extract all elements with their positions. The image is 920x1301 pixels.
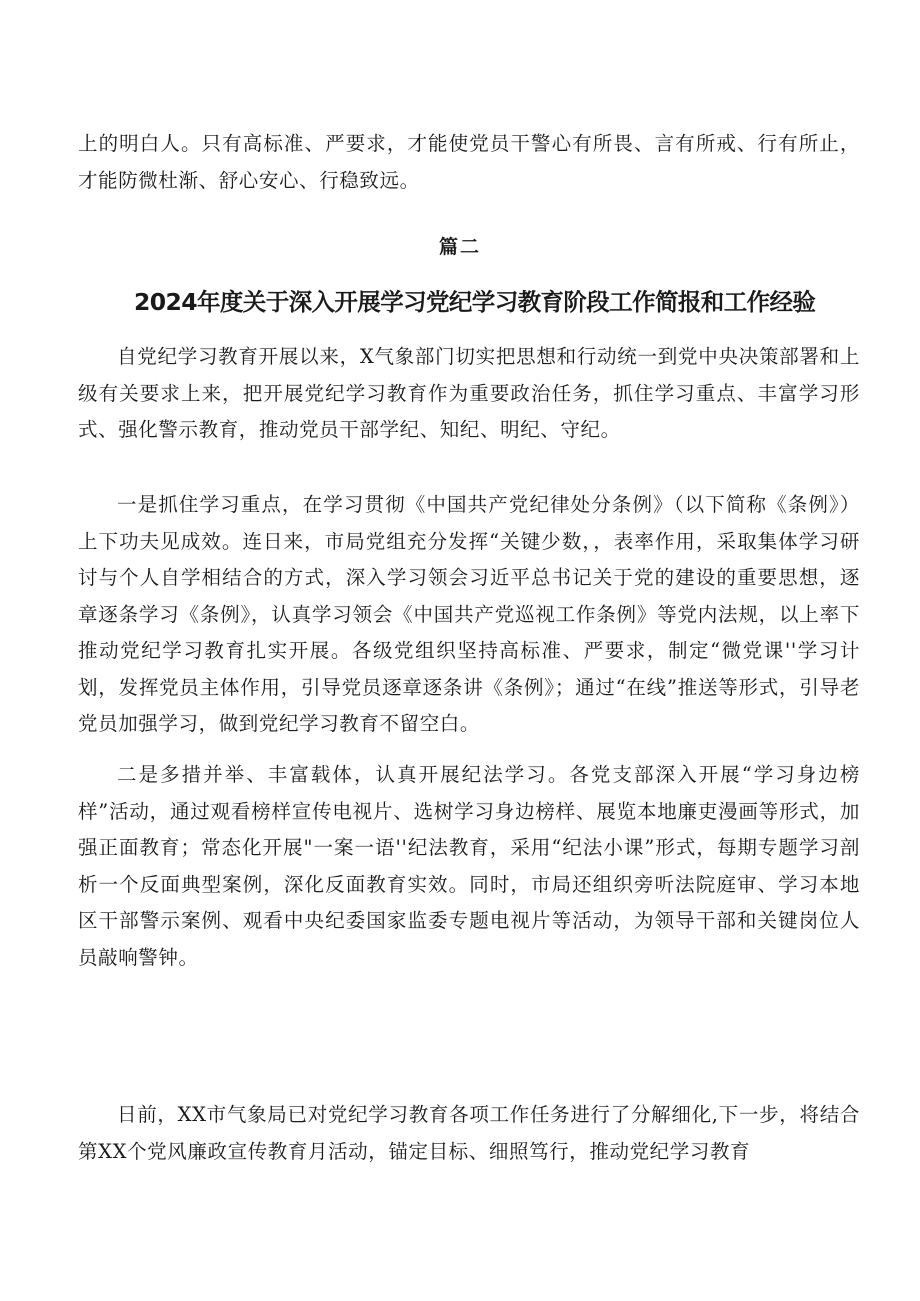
next-steps-paragraph: 日前，XX市气象局已对党纪学习教育各项工作任务进行了分解细化,下一步，将结合第XX个党风廉政宣传教育月活动，锚定目标、细照笃行，推动党纪学习教育 [78,1103,860,1163]
multiple-measures-paragraph: 二是多措并举、丰富载体，认真开展纪法学习。各党支部深入开展“学习身边榜样”活动，通过观看榜样宣传电视片、选树学习身边榜样、展览本地廉吏漫画等形式，加强正面教育；常态化开展"一案一语''纪法教育，采用“纪法小课”形式，每期专题学习剖析一个反面典型案例，深化反面教育实效。同时，市局还组织旁听法院庭审、学习本地区干部警示案例、观看中央纪委国家监委专题电视片等活动，为领导干部和关键岗位人员敲响警钟。 [78,763,860,969]
study-focus-paragraph: 一是抓住学习重点，在学习贯彻《中国共产党纪律处分条例》（以下简称《条例》）上下功夫见成效。连日来，市局党组充分发挥“关键少数，，表率作用，采取集体学习研讨与个人自学相结合的方式，深入学习领会习近平总书记关于党的建设的重要思想，逐章逐条学习《条例》，认真学习领会《中国共产党巡视工作条例》等党内法规，以上率下推动党纪学习教育扎实开展。各级党组织坚持高标准、严要求，制定“微党课''学习计划，发挥党员主体作用，引导党员逐章逐条讲《条例》；通过“在线”推送等形式，引导老党员加强学习，做到党纪学习教育不留空白。 [78,493,860,735]
continuation-paragraph: 上的明白人。只有高标准、严要求，才能使党员干警心有所畏、言有所戒、行有所止，才能防微杜渐、舒心安心、行稳致远。 [78,132,860,192]
intro-paragraph: 自党纪学习教育开展以来，X气象部门切实把思想和行动统一到党中央决策部署和上级有关要求上来，把开展党纪学习教育作为重要政治任务，抓住学习重点、丰富学习形式、强化警示教育，推动党员干部学纪、知纪、明纪、守纪。 [78,345,860,441]
section-label: 篇二 [438,236,481,258]
document-title: 2024年度关于深入开展学习党纪学习教育阶段工作简报和工作经验 [134,288,816,316]
